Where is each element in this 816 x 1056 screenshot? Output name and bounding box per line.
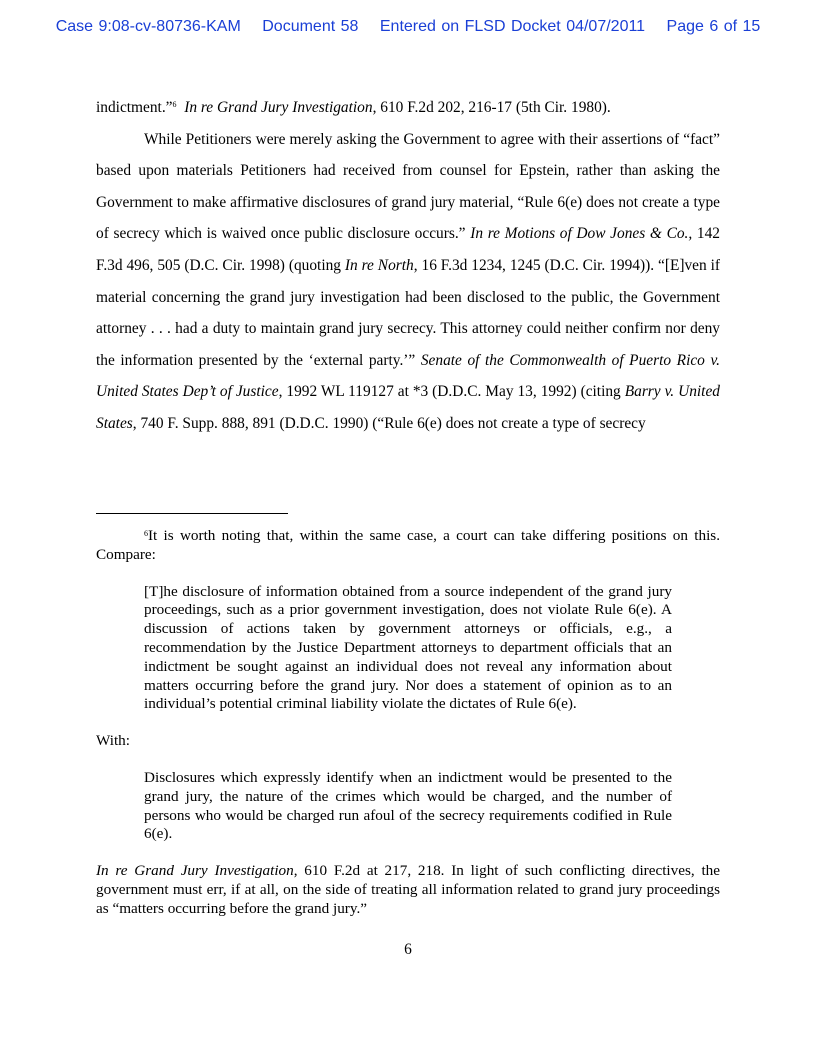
p2-text-i: , 740 F. Supp. 888, 891 (D.D.C. 1990) (“Rule 6(e) does not create a type of secrecy bbox=[132, 414, 646, 432]
footnote-quote-2: Disclosures which expressly identify when an indictment would be presented to the grand jury, the nature of the crimes which would be charged, and the number of persons who would be charged run afoul of the secrecy requirements codified in Rule 6(e). bbox=[144, 768, 672, 843]
footnote-cite-rest: , 610 F.2d at 217, 218. In light of such conflicting directives, the government must err, if at all, on the side of treating all information related to grand jury proceedings as “matters occurring before the grand jury.” bbox=[96, 862, 721, 917]
main-body bbox=[96, 92, 720, 440]
footnote-intro bbox=[96, 527, 720, 565]
header-page-count: Page 6 of 15 bbox=[666, 18, 761, 35]
p2-text-e: , 16 F.3d 1234, 1245 (D.C. Cir. 1994)). “[E]ven if material concerning the grand jury investigation had been disclosed to the public, the Government attorney . . . had a duty to maintain grand jury secrecy. This attorney could neither confirm nor deny the information presented by the ‘external party.’” bbox=[96, 256, 721, 369]
footnote-6 bbox=[96, 527, 720, 919]
p1-case-name: In re Grand Jury Investigation bbox=[184, 99, 373, 116]
p2-case-dow-jones: In re Motions of Dow Jones & Co., bbox=[470, 225, 693, 243]
paragraph-2 bbox=[96, 124, 720, 440]
p2-text-a: While Petitioners were merely asking the Government to agree with their assertions of “fact” based upon materials Petitioners had received from counsel for Epstein, rather than asking the Government to make affirmative disclosures of grand jury material, “Rule 6(e) does not create a type of secrecy which is waived once public disclosure occurs.” bbox=[96, 130, 720, 243]
footnote-separator bbox=[96, 513, 288, 514]
page-number: 6 bbox=[404, 941, 412, 958]
p2-case-north: In re North bbox=[344, 256, 414, 274]
footnote-ref-6: 6 bbox=[172, 100, 177, 109]
footnote-cite-case: In re Grand Jury Investigation bbox=[96, 862, 294, 880]
p2-text-c: 142 F.3d 496, 505 (D.C. Cir. 1998) (quoting bbox=[96, 225, 720, 274]
header-case-number: Case 9:08-cv-80736-KAM bbox=[55, 18, 241, 35]
p2-case-barry: Barry v. United States bbox=[96, 383, 720, 432]
footnote-quote-1: [T]he disclosure of information obtained from a source independent of the grand jury proceedings, such as a prior government investigation, does not violate Rule 6(e). A discussion of actions taken by government attorneys or officials, e.g., a recommendation by the Justice Department attorneys to department officials that an indictment be sought against an individual does not reveal any information about matters occurring before the grand jury. Nor does a statement of opinion as to an individual’s potential criminal liability violate the dictates of Rule 6(e). bbox=[144, 582, 672, 713]
footnote-with: With: bbox=[96, 732, 130, 750]
paragraph-1 bbox=[96, 92, 720, 124]
footnote-intro-text: It is worth noting that, within the same case, a court can take differing positions on this. Compare: bbox=[96, 527, 720, 563]
p1-citation: , 610 F.2d 202, 216-17 (5th Cir. 1980). bbox=[372, 99, 611, 116]
header-document-number: Document 58 bbox=[262, 18, 359, 35]
p2-case-puerto-rico: Senate of the Commonwealth of Puerto Rico v. United States Dep’t of Justice bbox=[96, 351, 720, 401]
p1-text-a: indictment.” bbox=[96, 99, 173, 116]
p2-text-g: , 1992 WL 119127 at *3 (D.D.C. May 13, 1992) (citing bbox=[278, 383, 625, 401]
footnote-citation bbox=[96, 862, 720, 918]
docket-header bbox=[0, 18, 816, 36]
header-entered-date: Entered on FLSD Docket 04/07/2011 bbox=[379, 18, 646, 35]
footnote-number: 6 bbox=[144, 529, 148, 538]
